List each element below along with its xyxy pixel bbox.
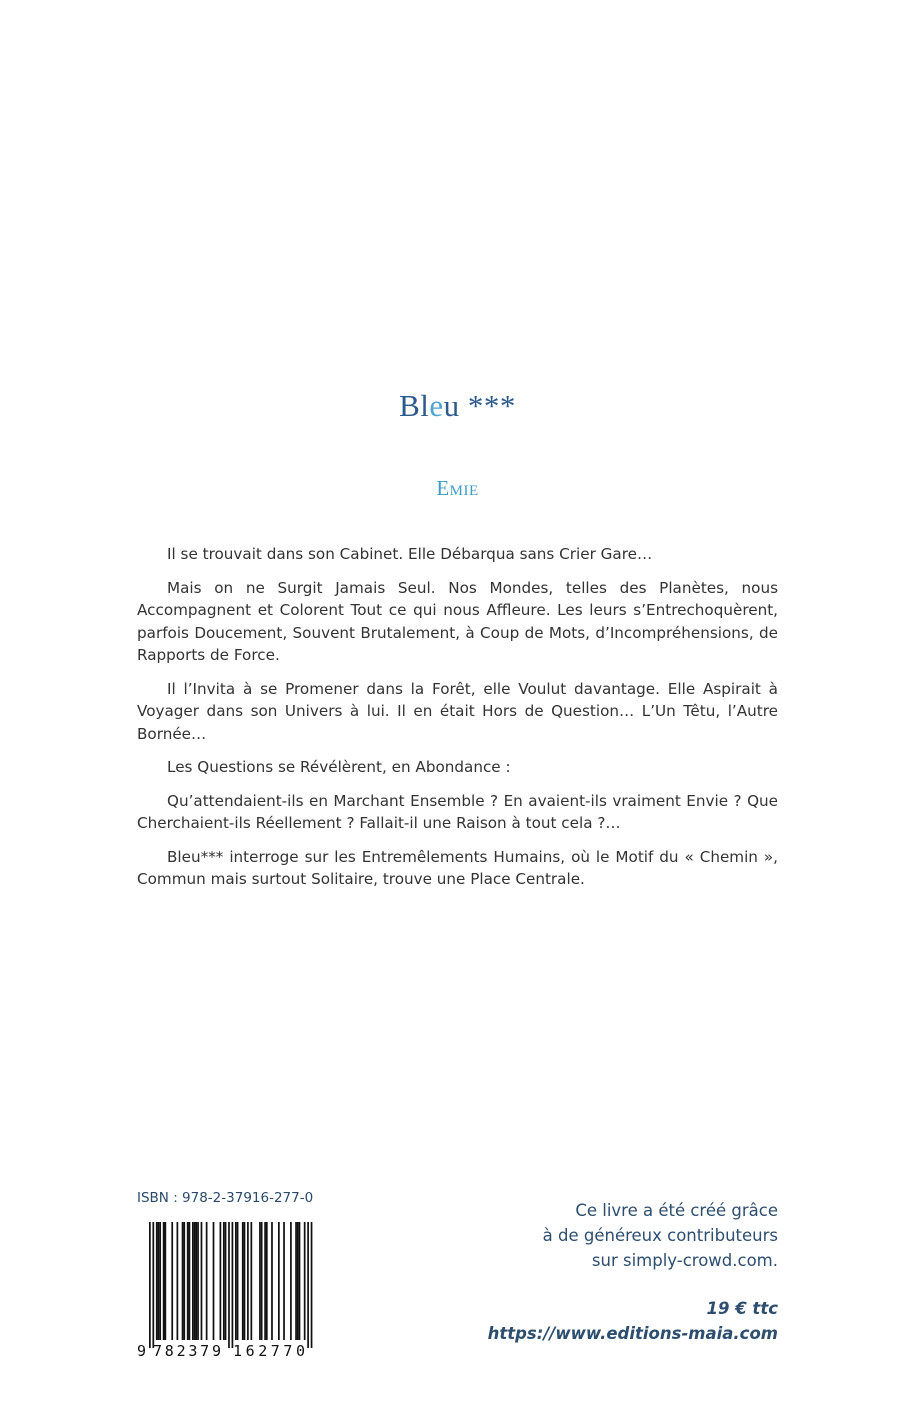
barcode-bar	[266, 1222, 268, 1340]
barcode-bar	[244, 1222, 246, 1340]
barcode-bar	[192, 1222, 194, 1340]
barcode-bar	[271, 1222, 273, 1340]
barcode-bar	[259, 1222, 261, 1340]
title-accent-letter: e	[429, 388, 444, 423]
isbn-label: ISBN : 978-2-37916-277-0	[137, 1190, 314, 1206]
barcode-bar	[189, 1222, 191, 1340]
title-part1: Bl	[399, 388, 430, 423]
blurb-paragraph: Il se trouvait dans son Cabinet. Elle Débarqua sans Crier Gare…	[167, 545, 653, 563]
barcode-bar	[232, 1222, 234, 1348]
barcode-bar	[307, 1222, 309, 1348]
barcode-first-digit: 9	[137, 1342, 147, 1360]
blurb-paragraph: Il l’Invita à se Promener dans la Forêt, elle Voulut davantage. Elle Aspirait à Voyager dans son Univers à lui. Il en était Hors de Question… L’Un Têtu, l’Autre Bornée…	[137, 679, 778, 743]
barcode-bar	[223, 1222, 225, 1340]
barcode-left-digits: 782379	[153, 1342, 221, 1360]
barcode-bar	[304, 1222, 306, 1340]
barcode-bar	[163, 1222, 165, 1340]
publisher-url: https://www.editions-maia.com	[487, 1324, 778, 1343]
barcode-bar	[235, 1222, 237, 1340]
barcode-bar	[213, 1222, 215, 1340]
barcode-bar	[237, 1222, 239, 1340]
barcode-bar	[261, 1222, 263, 1340]
barcode-bar	[164, 1222, 166, 1340]
credits-line: Ce livre a été créé grâce	[575, 1201, 778, 1220]
barcode-bar	[187, 1222, 189, 1340]
barcode-bar	[158, 1222, 160, 1340]
barcode-bar	[290, 1222, 292, 1340]
barcode-bar	[152, 1222, 154, 1348]
barcode-bar	[283, 1222, 285, 1340]
barcode-bar	[201, 1222, 203, 1340]
barcode-bar	[247, 1222, 249, 1340]
blurb-paragraph: Bleu*** interroge sur les Entremêlements Humains, où le Motif du « Chemin », Commun mais surtout Solitaire, trouve une Place Centrale.	[137, 847, 778, 888]
barcode-bar	[206, 1222, 208, 1340]
credits-line: sur simply-crowd.com.	[591, 1251, 778, 1270]
barcode-bar	[183, 1222, 185, 1340]
author-name: Emie	[436, 476, 479, 500]
back-cover-blurb	[137, 543, 778, 902]
barcode-bar	[220, 1222, 222, 1340]
barcode-bar	[264, 1222, 266, 1340]
blurb-paragraph: Mais on ne Surgit Jamais Seul. Nos Mondes, telles des Planètes, nous Accompagnent et Colorent Tout ce qui nous Affleure. Les leurs s’Entrechoquèrent, parfois Doucement, Souvent Brutalement, à Coup de Mots, d’Incompréhensions, de Rapports de Force.	[137, 578, 778, 664]
barcode-bar	[228, 1222, 230, 1348]
barcode-bar	[156, 1222, 158, 1340]
barcode-bar	[194, 1222, 196, 1340]
barcode-bar	[278, 1222, 280, 1340]
credits-line: à de généreux contributeurs	[542, 1226, 778, 1245]
book-title	[0, 388, 915, 424]
barcode-bar	[159, 1222, 161, 1340]
barcode-bars	[149, 1222, 312, 1348]
barcode-bar	[171, 1222, 173, 1340]
barcode-bar	[197, 1222, 199, 1340]
barcode	[137, 1220, 317, 1360]
crowdfunding-credits	[543, 1198, 778, 1273]
barcode-bar	[149, 1222, 151, 1348]
barcode-bar	[311, 1222, 313, 1348]
barcode-right-digits: 162770	[233, 1342, 305, 1360]
barcode-bar	[299, 1222, 301, 1340]
barcode-bar	[242, 1222, 244, 1340]
blurb-paragraph: Les Questions se Révélèrent, en Abondance :	[167, 758, 511, 776]
barcode-bar	[182, 1222, 184, 1340]
barcode-bar	[177, 1222, 179, 1340]
blurb-paragraph: Qu’attendaient-ils en Marchant Ensemble ? En avaient-ils vraiment Envie ? Que Cherchaient-ils Réellement ? Fallait-il une Raison à tout cela ?…	[137, 791, 778, 832]
barcode-bar	[195, 1222, 197, 1340]
barcode-bar	[225, 1222, 227, 1340]
price: 19 € ttc	[706, 1299, 778, 1318]
price-block	[488, 1296, 778, 1346]
barcode-bar	[295, 1222, 297, 1340]
barcode-bar	[250, 1222, 252, 1340]
barcode-bar	[297, 1222, 299, 1340]
title-part2: u ***	[443, 388, 516, 423]
